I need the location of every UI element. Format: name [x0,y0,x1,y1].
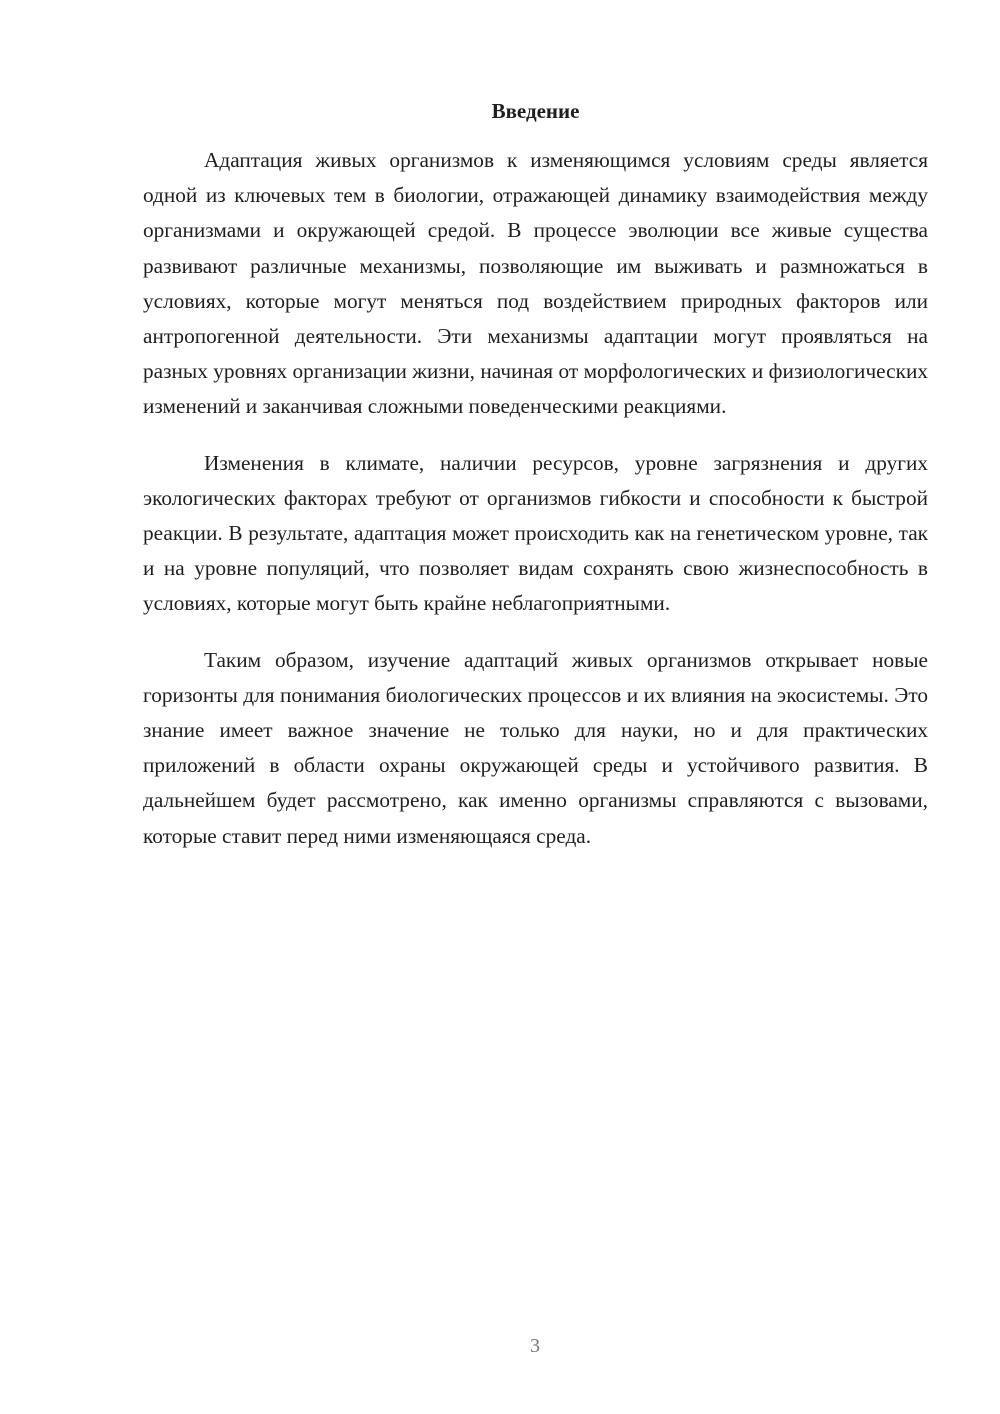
paragraph-1: Адаптация живых организмов к изменяющимся условиям среды является одной из ключевых тем в биологии, отражающей динамику взаимодействия между организмами и окружающей средой. В процессе эволюции все живые существа развивают различные механизмы, позволяющие им выживать и размножаться в условиях, которые могут меняться под воздействием природных факторов или антропогенной деятельности. Эти механизмы адаптации могут проявляться на разных уровнях организации жизни, начиная от морфологических и физиологических изменений и заканчивая сложными поведенческими реакциями. [143,148,928,419]
page-number: 3 [530,1335,540,1357]
section-title: Введение [491,99,580,123]
body-text [143,143,928,875]
paragraph-3: Таким образом, изучение адаптаций живых организмов открывает новые горизонты для понимания биологических процессов и их влияния на экосистемы. Это знание имеет важное значение не только для науки, но и для практических приложений в области охраны окружающей среды и устойчивого развития. В дальнейшем будет рассмотрено, как именно организмы справляются с вызовами, которые ставит перед ними изменяющаяся среда. [143,647,928,848]
paragraph-2: Изменения в климате, наличии ресурсов, уровне загрязнения и других экологических факторах требуют от организмов гибкости и способности к быстрой реакции. В результате, адаптация может происходить как на генетическом уровне, так и на уровне популяций, что позволяет видам сохранять свою жизнеспособность в условиях, которые могут быть крайне неблагоприятными. [143,450,928,616]
